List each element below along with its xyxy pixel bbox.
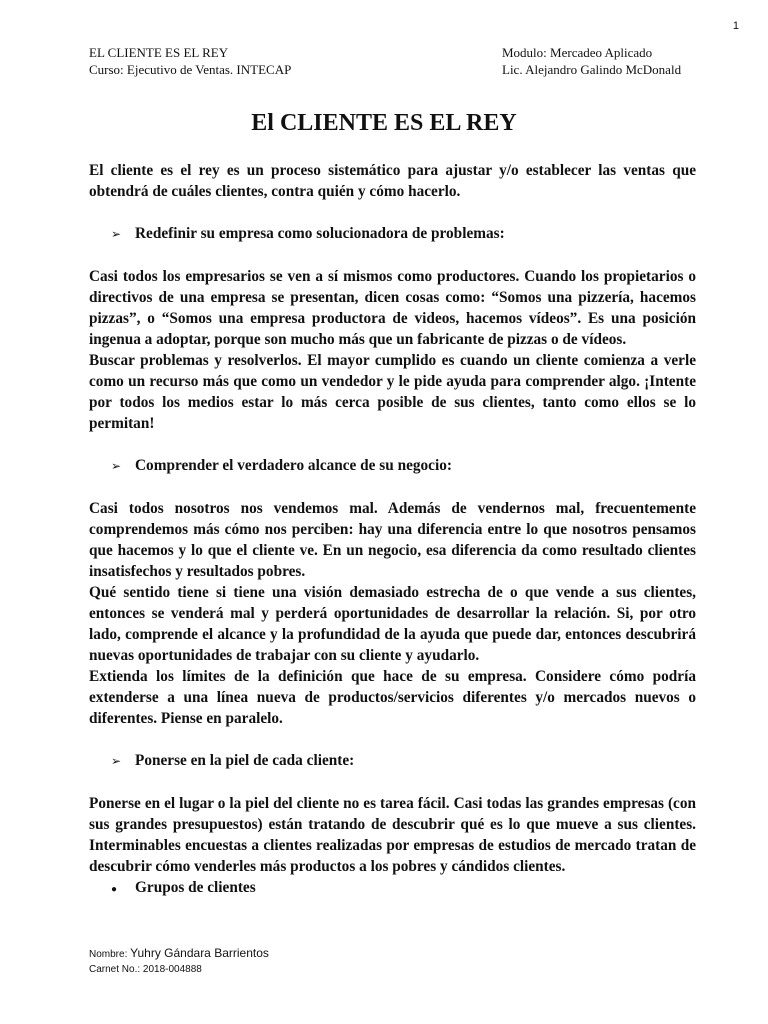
header-right (502, 44, 681, 78)
arrowhead-bullet-icon: ➢ (111, 754, 122, 768)
section1-paragraph-2: Buscar problemas y resolverlos. El mayor cumplido es cuando un cliente comienza a verle como un recurso más que como un vendedor y le pide ayuda para comprender algo. ¡Intente por todos los medios estar lo más cerca posible de sus clientes, tanto como ellos se lo permitan! (89, 352, 696, 432)
arrowhead-bullet-icon: ➢ (111, 459, 122, 473)
page-title: El CLIENTE ES EL REY (251, 110, 517, 136)
header-instructor: Lic. Alejandro Galindo McDonald (502, 62, 682, 77)
header-module: Modulo: Mercadeo Aplicado (502, 45, 653, 60)
section-heading-text: Comprender el verdadero alcance de su negocio: (135, 457, 452, 474)
section-heading-1 (89, 223, 696, 245)
dot-bullet-icon: ● (111, 884, 118, 895)
footer (89, 946, 269, 977)
section2-paragraph-2: Qué sentido tiene si tiene una visión demasiado estrecha de o que vende a sus clientes, entonces se venderá mal y perderá oportunidades de desarrollar la relación. Si, por otro lado, comprende el alcance y la profundidad de la ayuda que puede dar, entonces descubrirá nuevas oportunidades de trabajar con su cliente y ayudarlo. (89, 584, 696, 664)
footer-name-value: Yuhry Gándara Barrientos (130, 946, 269, 960)
section1-paragraph-1: Casi todos los empresarios se ven a sí mismos como productores. Cuando los propietarios o directivos de una empresa se presentan, dicen cosas como: “Somos una pizzería, hacemos pizzas”, o “Somos una empresa productora de videos, hacemos vídeos”. Es una posición ingenua a adoptar, porque son mucho más que un fabricante de pizzas o de vídeos. (89, 268, 696, 348)
section-heading-text: Redefinir su empresa como solucionadora de problemas: (135, 225, 505, 242)
footer-name-line (89, 946, 269, 962)
header-left (89, 44, 291, 78)
header-document-title: EL CLIENTE ES EL REY (89, 45, 229, 60)
section2-paragraph-1: Casi todos nosotros nos vendemos mal. Además de vendernos mal, frecuentemente comprendemos más cómo nos perciben: hay una diferencia entre lo que nosotros pensamos que hacemos y lo que el cliente ve. En un negocio, esa diferencia da como resultado clientes insatisfechos y resultados pobres. (89, 500, 696, 580)
header-course: Curso: Ejecutivo de Ventas. INTECAP (89, 62, 292, 77)
section-heading-2 (89, 455, 696, 477)
section3-paragraph-1: Ponerse en el lugar o la piel del cliente no es tarea fácil. Casi todas las grandes empresas (con sus grandes presupuestos) están tratando de descubrir qué es lo que mueve a sus clientes. Interminables encuestas a clientes realizadas por empresas de estudios de mercado tratan de descubrir cómo venderles más productos a los pobres y cándidos clientes. (89, 795, 696, 875)
section-heading-text: Ponerse en la piel de cada cliente: (135, 752, 355, 769)
section-heading-3 (89, 750, 696, 772)
arrowhead-bullet-icon: ➢ (111, 227, 122, 241)
list-item-text: Grupos de clientes (135, 879, 256, 896)
footer-name-label: Nombre: (89, 949, 128, 960)
intro-paragraph: El cliente es el rey es un proceso sistemático para ajustar y/o establecer las ventas que obtendrá de cuáles clientes, contra quién y cómo hacerlo. (89, 162, 696, 200)
document-body (89, 160, 696, 900)
section2-paragraph-3: Extienda los límites de la definición que hace de su empresa. Considere cómo podría extenderse a una línea nueva de productos/servicios diferentes y/o mercados nuevos o diferentes. Piense en paralelo. (89, 668, 696, 727)
footer-carnet: Carnet No.: 2018-004888 (89, 964, 202, 975)
list-item (89, 877, 696, 900)
page-number: 1 (732, 20, 739, 32)
